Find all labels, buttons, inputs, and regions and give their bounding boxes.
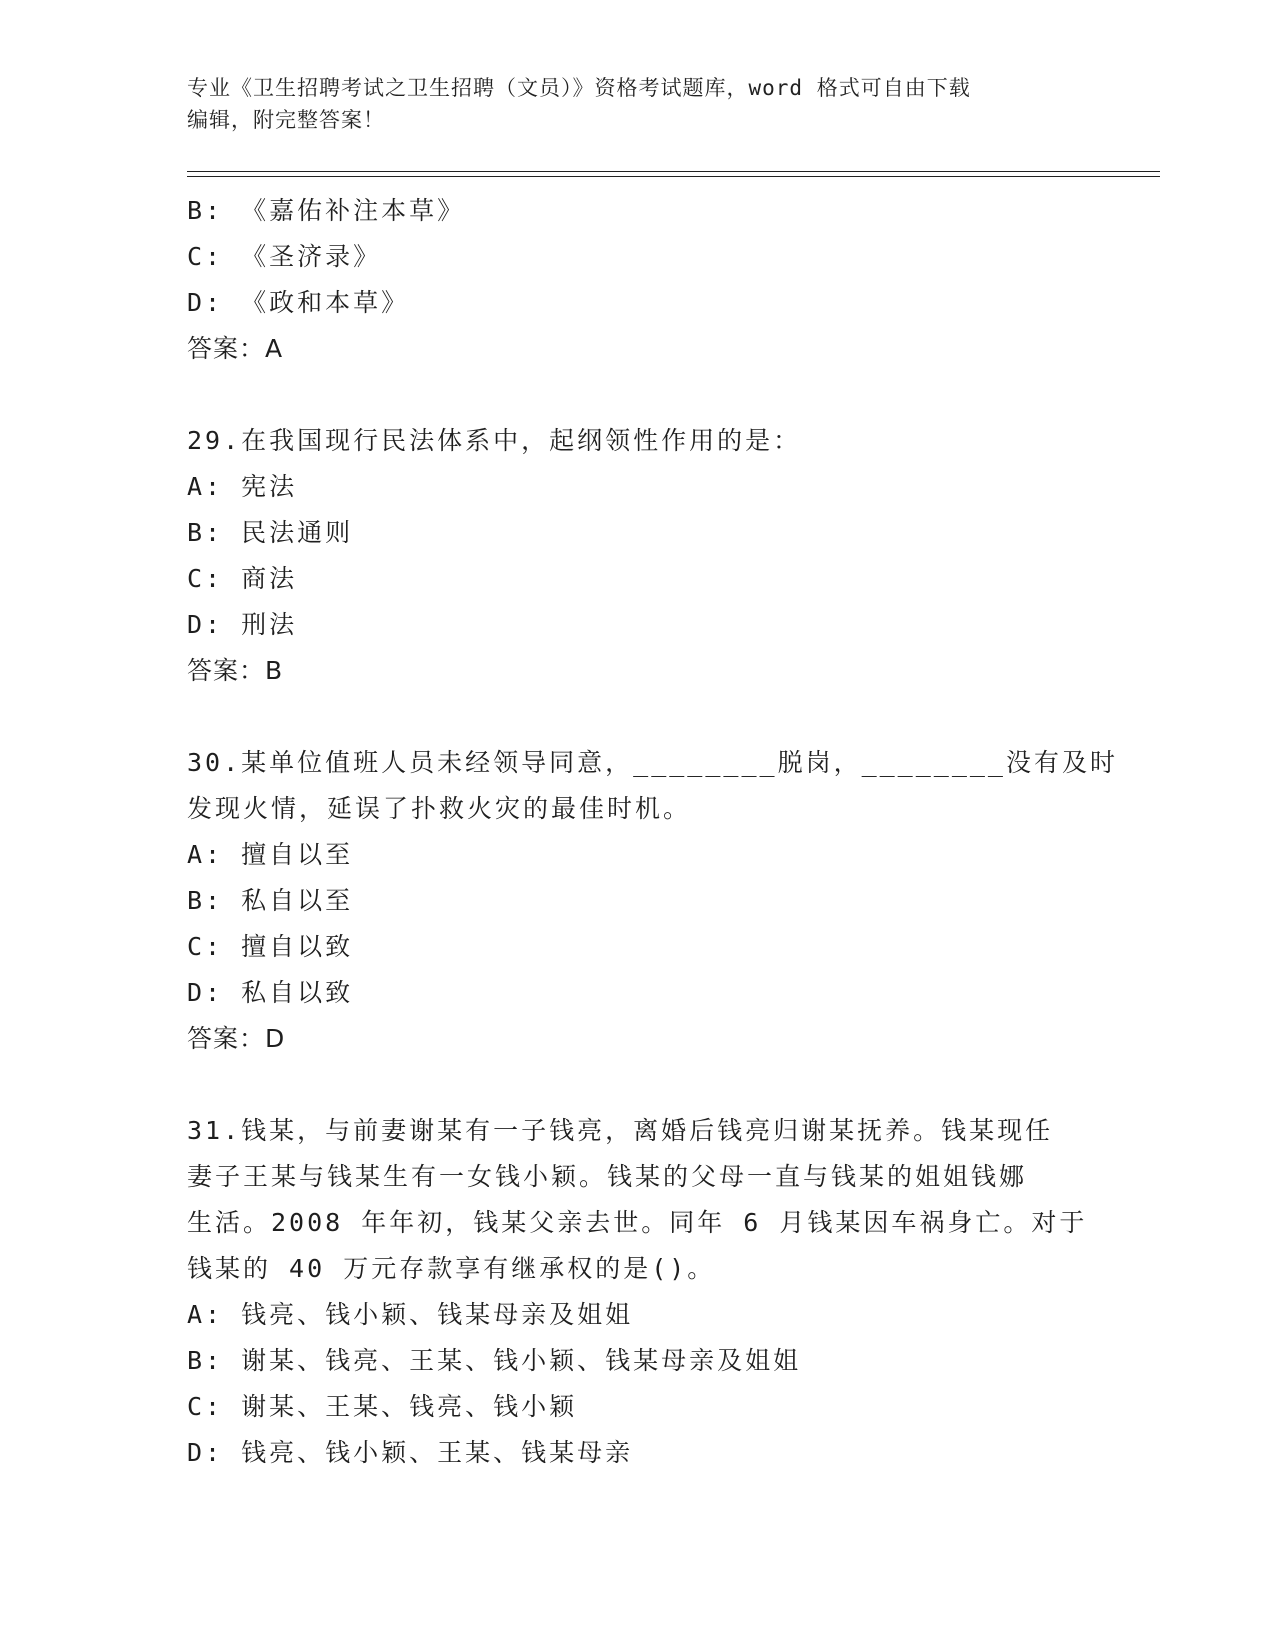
answer: 答案：D (187, 1024, 286, 1053)
question-text-line-3: 生活。2008 年年初，钱某父亲去世。同年 6 月钱某因车祸身亡。对于 (187, 1208, 1088, 1237)
header-line-1: 专业《卫生招聘考试之卫生招聘（文员）》资格考试题库，word 格式可自由下载 (187, 76, 971, 100)
option-c: C: 商法 (187, 564, 298, 593)
option-b: B: 《嘉佑补注本草》 (187, 196, 466, 225)
option-a: A: 钱亮、钱小颖、钱某母亲及姐姐 (187, 1300, 634, 1329)
option-d: D: 刑法 (187, 610, 298, 639)
option-b: B: 谢某、钱亮、王某、钱小颖、钱某母亲及姐姐 (187, 1346, 802, 1375)
question-30 (187, 740, 1118, 1062)
question-text-line-2: 发现火情，延误了扑救火灾的最佳时机。 (187, 794, 692, 823)
question-28 (187, 188, 1087, 372)
option-d: D: 《政和本草》 (187, 288, 410, 317)
header-rule-top (187, 171, 1160, 172)
question-text-line-1: 31.钱某，与前妻谢某有一子钱亮，离婚后钱亮归谢某抚养。钱某现任 (187, 1116, 1054, 1145)
option-d: D: 钱亮、钱小颖、王某、钱某母亲 (187, 1438, 634, 1467)
question-text: 29.在我国现行民法体系中，起纲领性作用的是： (187, 426, 802, 455)
option-c: C: 擅自以致 (187, 932, 354, 961)
option-a: A: 擅自以至 (187, 840, 354, 869)
answer: 答案：A (187, 334, 284, 363)
header-rule-bottom (187, 176, 1160, 177)
option-d: D: 私自以致 (187, 978, 354, 1007)
question-text-line-4: 钱某的 40 万元存款享有继承权的是()。 (187, 1254, 716, 1283)
question-list (187, 188, 1118, 1476)
question-text-line-1: 30.某单位值班人员未经领导同意，________脱岗，________没有及时 (187, 748, 1118, 777)
option-c: C: 谢某、王某、钱亮、钱小颖 (187, 1392, 578, 1421)
option-b: B: 私自以至 (187, 886, 354, 915)
option-b: B: 民法通则 (187, 518, 354, 547)
option-c: C: 《圣济录》 (187, 242, 382, 271)
question-text-line-2: 妻子王某与钱某生有一女钱小颖。钱某的父母一直与钱某的姐姐钱娜 (187, 1162, 1028, 1191)
option-a: A: 宪法 (187, 472, 298, 501)
answer: 答案：B (187, 656, 284, 685)
question-31 (187, 1108, 1087, 1476)
question-29 (187, 418, 1087, 694)
header-line-2: 编辑，附完整答案！ (187, 108, 385, 132)
document-header (187, 72, 1087, 136)
